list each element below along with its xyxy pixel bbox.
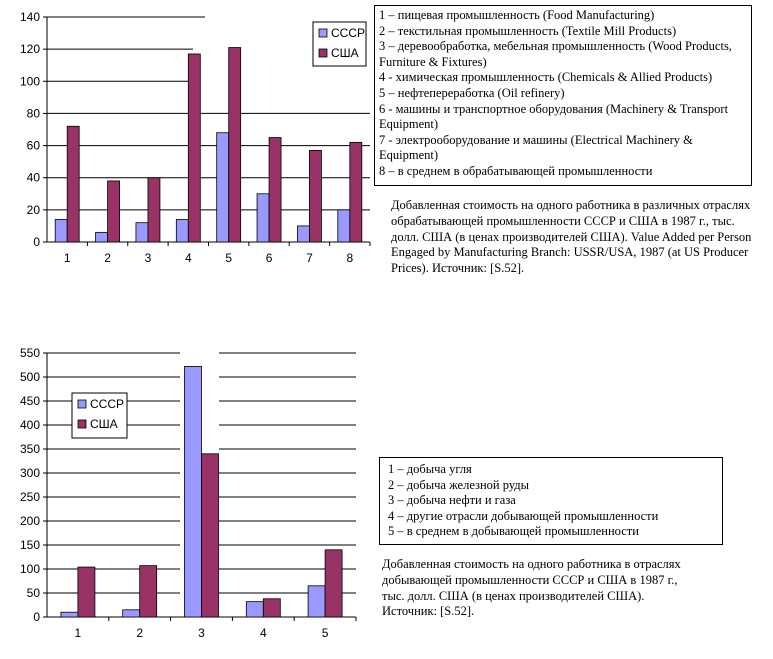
- chart2-legend-label-ussr: СССР: [90, 397, 125, 411]
- chart1-xtick-label: 6: [265, 251, 273, 265]
- chart2-legend-swatch-usa: [78, 420, 86, 428]
- chart1-legend-swatch-usa: [319, 49, 327, 57]
- chart1-bar-ussr-5: [217, 133, 229, 242]
- chart2-xtick-label: 3: [198, 626, 205, 640]
- chart1-bar-ussr-1: [55, 220, 67, 243]
- chart1-ytick-label: 100: [19, 74, 40, 89]
- chart1-legend-label-usa: США: [331, 46, 359, 60]
- chart1-xtick-label: 5: [225, 251, 233, 265]
- chart1-category-legend-item-1: 1 – пищевая промышленность (Food Manufacturing): [379, 8, 655, 22]
- chart2-legend-swatch-ussr: [78, 400, 86, 408]
- chart1-bar-usa-4: [188, 54, 200, 242]
- chart2-bar-ussr-2: [123, 610, 140, 617]
- chart1-category-legend-item-3: 3 – деревообработка, мебельная промышленность (Wood Products, Furniture & Fixtures): [379, 39, 732, 69]
- chart2-category-legend-item-5: 5 – в среднем в добывающей промышленности: [388, 524, 639, 539]
- chart1-category-legend-item-7: 7 - электрооборудование и машины (Electrical Machinery & Equipment): [379, 132, 693, 163]
- chart1-caption: Добавленная стоимость на одного работника в различных отраслях обрабатывающей промышленности СССР и США в 1987 г., тыс. долл. США (в ценах производителей США). Value Added per Person Engaged by Manufacturing Branch: USSR/USA, 1987 (at US Producer Prices). Источник: [S.52].: [391, 198, 752, 276]
- chart1-category-legend: [374, 5, 752, 186]
- chart2-xtick-label: 1: [74, 626, 82, 640]
- chart2-ytick-label: 550: [19, 346, 40, 360]
- chart2-ytick-label: 250: [19, 490, 40, 504]
- chart1-ytick-label: 80: [26, 106, 40, 121]
- chart1-ytick-label: 20: [26, 202, 40, 217]
- chart1-ytick-label: 60: [26, 138, 40, 153]
- chart1-legend-swatch-ussr: [319, 29, 327, 37]
- chart1-bar-ussr-7: [297, 226, 309, 242]
- chart2-bar-usa-2: [140, 566, 157, 617]
- chart2-bar-usa-4: [263, 599, 280, 617]
- chart1-xtick-label: 7: [306, 251, 313, 265]
- chart2-legend-label-usa: США: [90, 417, 118, 431]
- chart1-bar-usa-2: [108, 181, 120, 242]
- chart1-bar-usa-7: [309, 150, 321, 242]
- chart2-category-legend-item-4: 4 – другие отрасли добывающей промышленности: [388, 508, 659, 523]
- chart2-ytick-label: 300: [19, 466, 40, 480]
- chart2: [20, 346, 356, 640]
- chart2-xtick-label: 5: [321, 626, 329, 640]
- chart1-category-legend-item-5: 5 – нефтепереработка (Oil refinery): [379, 85, 565, 100]
- chart2-ytick-label: 50: [26, 586, 40, 600]
- chart1-ytick-label: 120: [19, 42, 40, 57]
- chart2-ytick-label: 400: [19, 418, 40, 432]
- chart1-category-legend-item-2: 2 – текстильная промышленность (Textile Mill Products): [379, 23, 677, 38]
- chart2-ytick-label: 0: [33, 610, 40, 624]
- chart1-bar-usa-3: [148, 178, 160, 242]
- chart1-category-legend-item-8: 8 – в среднем в обрабатывающей промышленности: [379, 163, 653, 178]
- chart2-ytick-label: 500: [19, 370, 40, 384]
- chart1-category-legend-item-4: 4 - химическая промышленность (Chemicals & Allied Products): [379, 70, 713, 85]
- chart2-bar-ussr-4: [246, 602, 263, 617]
- chart2-ytick-label: 200: [19, 514, 40, 528]
- chart2-bar-usa-1: [78, 567, 95, 617]
- chart2-bar-ussr-1: [61, 612, 78, 617]
- chart1-bar-ussr-3: [136, 223, 148, 242]
- chart1-xtick-label: 3: [144, 251, 152, 265]
- chart1-ytick-label: 0: [33, 235, 40, 249]
- chart2-bar-usa-3: [202, 454, 219, 617]
- chart2-category-legend-item-2: 2 – добыча железной руды: [388, 477, 530, 492]
- chart1-bar-usa-6: [269, 138, 281, 242]
- chart1-bar-ussr-4: [176, 220, 188, 243]
- chart1-category-legend-item-6: 6 - машины и транспортное оборудования (Machinery & Transport Equipment): [379, 101, 729, 132]
- chart2-ytick-label: 150: [19, 538, 40, 552]
- chart1-bar-ussr-2: [96, 232, 108, 242]
- chart2-ytick-label: 450: [19, 394, 40, 408]
- chart2-bar-usa-5: [325, 550, 342, 617]
- chart1-ytick-label: 140: [19, 10, 40, 24]
- chart1-bar-ussr-8: [338, 210, 350, 242]
- chart2-category-legend-item-3: 3 – добыча нефти и газа: [388, 493, 516, 508]
- chart2-category-legend: [379, 457, 723, 545]
- chart2-category-legend-item-1: 1 – добыча угля: [388, 462, 472, 476]
- chart1: [20, 10, 370, 265]
- chart2-bar-ussr-3: [185, 366, 202, 617]
- chart1-legend-label-ussr: СССР: [331, 26, 366, 40]
- chart1-ytick-label: 40: [26, 170, 40, 185]
- chart2-ytick-label: 350: [19, 442, 40, 456]
- chart2-caption: Добавленная стоимость на одного работника в отраслях добывающей промышленности СССР и США в 1987 г., тыс. долл. США (в ценах производителей США). Источник: [S.52].: [382, 557, 681, 619]
- chart1-bar-usa-5: [229, 48, 241, 242]
- chart2-bar-ussr-5: [308, 586, 325, 617]
- chart2-xtick-label: 4: [259, 626, 267, 640]
- chart1-xtick-label: 8: [346, 251, 354, 265]
- chart1-xtick-label: 4: [184, 251, 192, 265]
- chart2-xtick-label: 2: [136, 626, 144, 640]
- chart1-xtick-label: 2: [104, 251, 111, 265]
- chart2-ytick-label: 100: [19, 562, 40, 576]
- chart1-bar-usa-8: [350, 142, 362, 242]
- chart1-xtick-label: 1: [63, 251, 71, 265]
- chart1-bar-ussr-6: [257, 194, 269, 242]
- chart1-bar-usa-1: [67, 126, 79, 242]
